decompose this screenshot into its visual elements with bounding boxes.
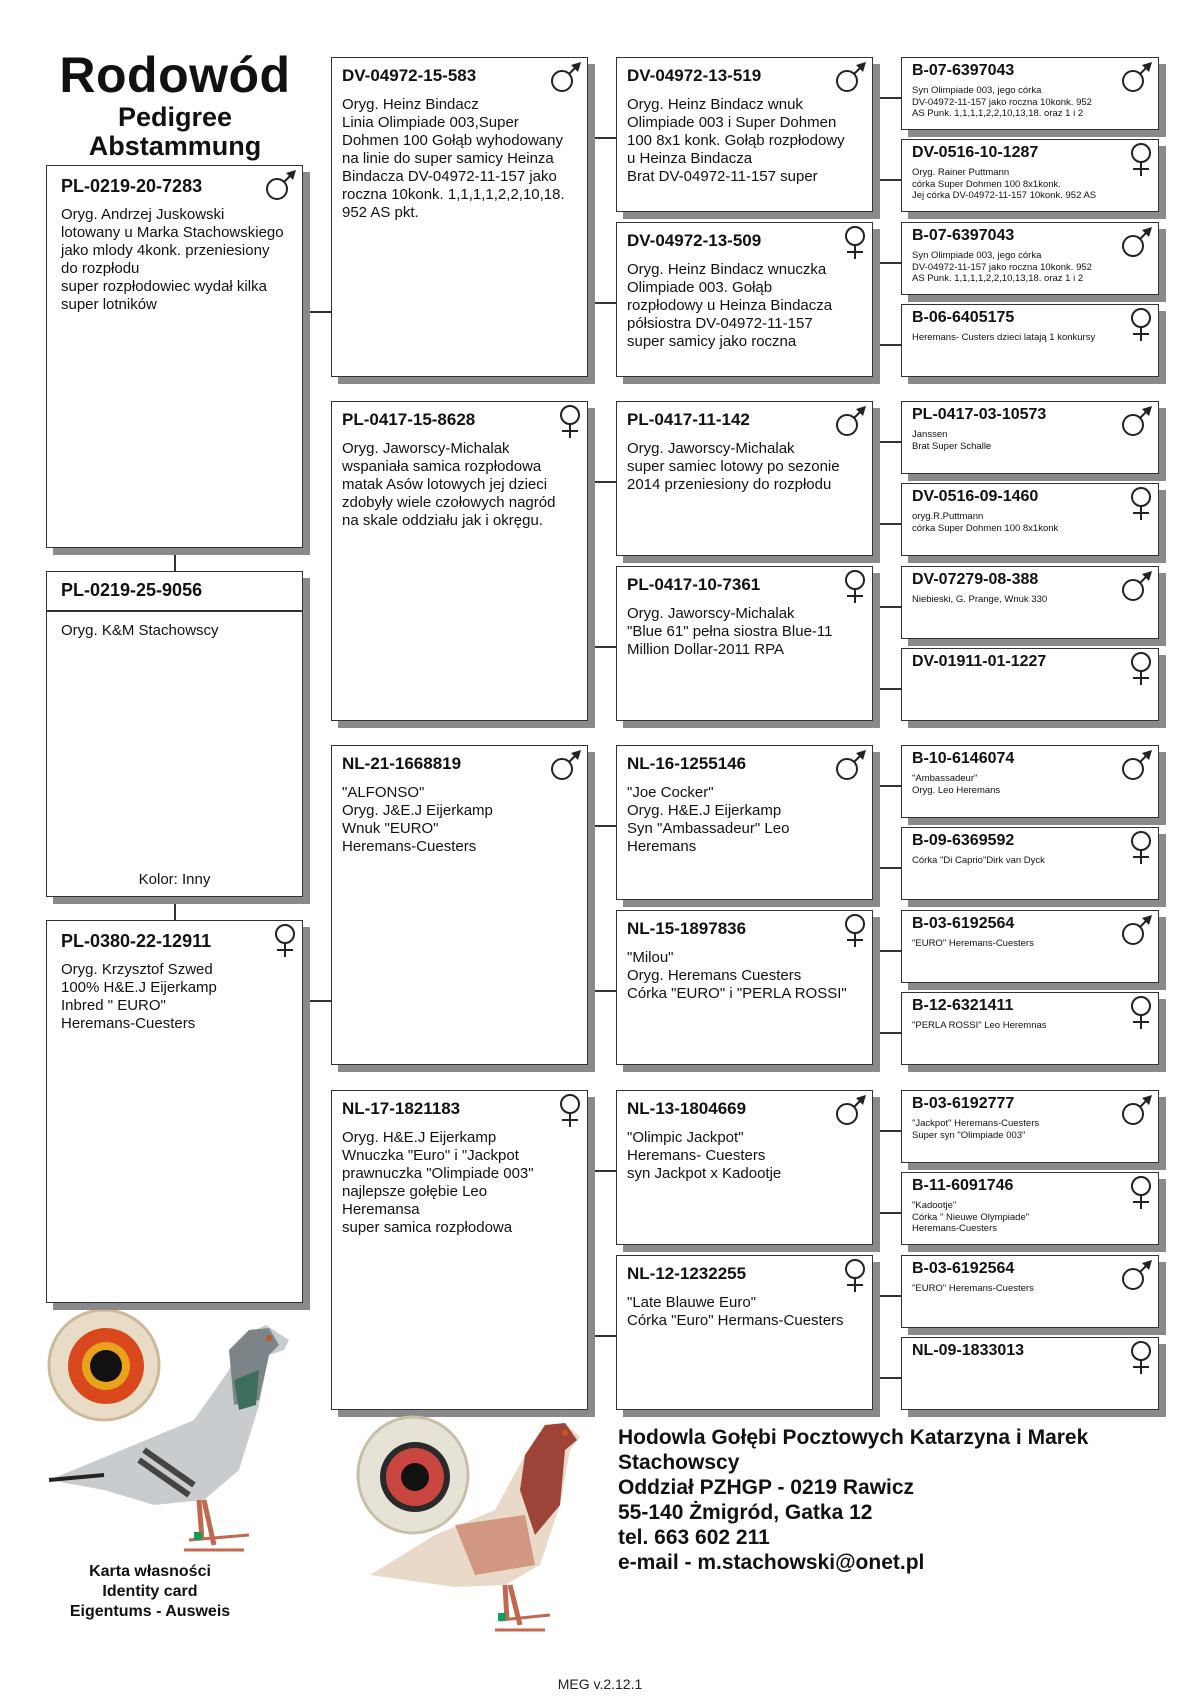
description: Oryg. Heinz Bindacz Linia Olimpiade 003,Super Dohmen 100 Gołąb wyhodowany na linie do super samicy Heinza Bindacza DV-04972-11-157 jako roczna 10konk. 1,1,1,1,2,2,10,18. 952 AS pkt.: [342, 96, 565, 221]
ancestor-card: [901, 57, 1159, 130]
ring-number: NL-16-1255146: [627, 754, 747, 773]
ancestor-card: [901, 401, 1159, 474]
connector-line: [873, 1212, 901, 1214]
ancestor-card: [616, 222, 873, 377]
description: "Olimpic Jackpot" Heremans- Cuesters syn Jackpot x Kadootje: [627, 1129, 782, 1182]
connector-line: [873, 97, 901, 99]
color-label: Kolor: Inny: [138, 871, 211, 888]
description: Heremans- Custers dzieci latają 1 konkursy: [912, 332, 1096, 343]
document-title: [40, 47, 310, 161]
male-icon: [834, 748, 868, 787]
ancestor-card: [901, 910, 1159, 983]
identity-card-line-pl: Karta własności: [89, 1563, 211, 1580]
ancestor-card: [901, 304, 1159, 377]
ring-number: DV-04972-15-583: [342, 66, 477, 85]
ancestor-card: [616, 566, 873, 721]
connector-line: [873, 523, 901, 525]
female-icon: [272, 923, 298, 964]
connector-line: [588, 990, 616, 992]
ancestor-card: [901, 566, 1159, 639]
female-icon: [1128, 651, 1154, 692]
ancestor-card: [901, 139, 1159, 212]
connector-line: [174, 548, 176, 571]
description: Oryg. Andrzej Juskowski lotowany u Marka Stachowskiego jako mlody 4konk. przeniesiony do rozpłodu super rozpłodowiec wydał kilka super lotników: [61, 206, 284, 313]
description: Oryg. Krzysztof Szwed 100% H&E.J Eijerkamp Inbred " EURO" Heremans-Cuesters: [61, 961, 217, 1032]
ring-number: DV-01911-01-1227: [912, 653, 1047, 670]
ring-number: B-03-6192564: [912, 1260, 1015, 1277]
connector-line: [174, 897, 176, 920]
connector-line: [873, 688, 901, 690]
male-icon: [834, 404, 868, 443]
connector-line: [873, 950, 901, 952]
ring-number: DV-07279-08-388: [912, 571, 1039, 588]
identity-card-label: [40, 1562, 260, 1622]
ancestor-card: [616, 1090, 873, 1245]
description: Oryg. Jaworscy-Michalak wspaniała samica rozpłodowa matak Asów lotowych jej dzieci zdobyły wiele czołowych nagród na skale oddziału jak i okręgu.: [342, 440, 556, 529]
ring-number: DV-04972-13-509: [627, 231, 762, 250]
ring-number: B-06-6405175: [912, 309, 1015, 326]
connector-line: [588, 302, 616, 304]
connector-line: [873, 344, 901, 346]
ring-number: NL-17-1821183: [342, 1099, 461, 1118]
ring-number: PL-0219-20-7283: [61, 176, 203, 196]
description: Oryg. Jaworscy-Michalak super samiec lotowy po sezonie 2014 przeniesiony do rozpłodu: [627, 440, 840, 493]
description: Oryg. Jaworscy-Michalak "Blue 61" pełna siostra Blue-11 Million Dollar-2011 RPA: [627, 605, 833, 658]
ring-number: B-03-6192564: [912, 915, 1015, 932]
description: "ALFONSO" Oryg. J&E.J Eijerkamp Wnuk "EURO" Heremans-Cuesters: [342, 784, 493, 855]
connector-line: [303, 311, 331, 313]
title-rodowod: Rodowód: [59, 47, 291, 103]
description: Niebieski, G. Prange, Wnuk 330: [912, 594, 1048, 605]
ancestor-card: [901, 1255, 1159, 1328]
ring-number: B-09-6369592: [912, 832, 1015, 849]
ancestor-card: [901, 827, 1159, 900]
connector-line: [873, 1377, 901, 1379]
ring-number: PL-0417-11-142: [627, 410, 750, 429]
identity-card-line-en: Identity card: [102, 1583, 198, 1600]
description: Oryg. K&M Stachowscy: [61, 622, 219, 639]
ring-number: DV-0516-10-1287: [912, 144, 1039, 161]
connector-line: [588, 825, 616, 827]
ancestor-card: [901, 222, 1159, 295]
connector-line: [873, 785, 901, 787]
subject-card: [46, 165, 303, 548]
connector-line: [873, 1130, 901, 1132]
connector-line: [588, 137, 616, 139]
connector-line: [873, 179, 901, 181]
ancestor-card: [901, 648, 1159, 721]
connector-line: [873, 262, 901, 264]
connector-line: [873, 1295, 901, 1297]
ring-number: B-10-6146074: [912, 750, 1015, 767]
description: "EURO" Heremans-Cuesters: [912, 1283, 1034, 1294]
description: Oryg. H&E.J Eijerkamp Wnuczka "Euro" i "Jackpot prawnuczka "Olimpiade 003" najlepsze gołębie Leo Heremansa super samica rozpłodowa: [342, 1129, 534, 1236]
description: oryg.R.Puttmann córka Super Dohmen 100 8x1konk: [912, 511, 1059, 534]
description: "Jackpot" Heremans-Cuesters Super syn "Olimpiade 003": [912, 1118, 1040, 1141]
description: Syn Olimpiade 003, jego córka DV-04972-11-157 jako roczna 10konk. 952 AS Punk. 1,1,1,1,2,2,10,13,18. oraz 1 i 2: [912, 250, 1092, 284]
ring-number: B-12-6321411: [912, 997, 1014, 1014]
software-version: MEG v.2.12.1: [557, 1676, 643, 1692]
description: "Ambassadeur" Oryg. Leo Heremans: [912, 773, 1001, 796]
male-icon: [264, 168, 298, 207]
female-icon: [557, 404, 583, 445]
ancestor-card: [901, 992, 1159, 1065]
bird-info-card: [46, 571, 303, 897]
ancestor-card: [331, 745, 588, 1065]
female-icon: [557, 1093, 583, 1134]
ancestor-card: [901, 1337, 1159, 1410]
description: "Kadootje" Córka " Nieuwe Olympiade" Heremans-Cuesters: [912, 1200, 1030, 1234]
female-icon: [842, 913, 868, 954]
ancestor-card: [331, 1090, 588, 1410]
identity-card-line-de: Eigentums - Ausweis: [69, 1603, 231, 1620]
dam-card: [46, 920, 303, 1303]
description: "PERLA ROSSI" Leo Heremnas: [912, 1020, 1047, 1031]
connector-line: [303, 1000, 331, 1002]
ring-number: DV-04972-13-519: [627, 66, 762, 85]
ancestor-card: [616, 910, 873, 1065]
owner-contact-info: Hodowla Gołębi Pocztowych Katarzyna i Marek Stachowscy Oddział PZHGP - 0219 Rawicz 55-140 Żmigród, Gatka 12 tel. 663 602 211 e-mail - m.stachowski@onet.pl: [618, 1426, 1089, 1574]
male-icon: [549, 748, 583, 787]
connector-line: [588, 1170, 616, 1172]
ancestor-card: [331, 57, 588, 377]
title-pedigree: Pedigree: [117, 102, 233, 132]
ancestor-card: [616, 745, 873, 900]
description: Córka "Di Caprio"Dirk van Dyck: [912, 855, 1045, 866]
female-icon: [842, 569, 868, 610]
ring-number: NL-13-1804669: [627, 1099, 747, 1118]
ring-number: NL-21-1668819: [342, 754, 462, 773]
ancestor-card: [901, 1090, 1159, 1163]
ring-number: PL-0417-15-8628: [342, 410, 476, 429]
title-abstammung: Abstammung: [88, 131, 262, 161]
connector-line: [873, 441, 901, 443]
description: Syn Olimpiade 003, jego córka DV-04972-11-157 jako roczna 10konk. 952 AS Punk. 1,1,1,1,2,2,10,13,18. oraz 1 i 2: [912, 85, 1092, 119]
female-icon: [842, 1258, 868, 1299]
ancestor-card: [616, 1255, 873, 1410]
ring-number: PL-0417-10-7361: [627, 575, 761, 594]
ring-number: B-07-6397043: [912, 62, 1015, 79]
ring-number: PL-0380-22-12911: [61, 931, 212, 951]
ring-number: PL-0219-25-9056: [61, 580, 203, 600]
description: Oryg. Heinz Bindacz wnuczka Olimpiade 003. Gołąb rozpłodowy u Heinza Bindacza półsiostra DV-04972-11-157 super samicy jako roczna: [627, 261, 833, 350]
ancestor-card: [616, 401, 873, 556]
female-icon: [842, 225, 868, 266]
male-icon: [834, 1093, 868, 1132]
description: "Joe Cocker" Oryg. H&E.J Eijerkamp Syn "Ambassadeur" Leo Heremans: [627, 784, 790, 855]
pigeon-image-red: [355, 1415, 605, 1645]
male-icon: [549, 60, 583, 99]
ring-number: DV-0516-09-1460: [912, 488, 1039, 505]
description: Oryg. Heinz Bindacz wnuk Olimpiade 003 i Super Dohmen 100 8x1 konk. Gołąb rozpłodowy u Heinza Bindacza Brat DV-04972-11-157 super: [627, 96, 845, 185]
ring-number: NL-15-1897836: [627, 919, 747, 938]
description: "Milou" Oryg. Heremans Cuesters Córka "EURO" i "PERLA ROSSI": [627, 949, 847, 1002]
ancestor-card: [901, 483, 1159, 556]
ring-number: PL-0417-03-10573: [912, 406, 1047, 423]
ring-number: NL-09-1833013: [912, 1342, 1025, 1359]
connector-line: [588, 481, 616, 483]
divider: [47, 610, 302, 612]
ring-number: B-03-6192777: [912, 1095, 1015, 1112]
ancestor-card: [901, 1172, 1159, 1245]
description: "Late Blauwe Euro" Córka "Euro" Hermans-Cuesters: [627, 1294, 844, 1329]
connector-line: [873, 1032, 901, 1034]
description: "EURO" Heremans-Cuesters: [912, 938, 1034, 949]
description: Janssen Brat Super Schalle: [912, 429, 992, 452]
male-icon: [834, 60, 868, 99]
connector-line: [873, 606, 901, 608]
connector-line: [588, 646, 616, 648]
ancestor-card: [616, 57, 873, 212]
ring-number: B-07-6397043: [912, 227, 1015, 244]
ring-number: NL-12-1232255: [627, 1264, 747, 1283]
ancestor-card: [901, 745, 1159, 818]
connector-line: [588, 1335, 616, 1337]
connector-line: [873, 867, 901, 869]
female-icon: [1128, 1340, 1154, 1381]
ring-number: B-11-6091746: [912, 1177, 1014, 1194]
pigeon-image-blue: [44, 1310, 324, 1560]
ancestor-card: [331, 401, 588, 721]
description: Oryg. Rainer Puttmann córka Super Dohmen 100 8x1konk. Jej córka DV-04972-11-157 10konk. 952 AS: [912, 167, 1097, 201]
